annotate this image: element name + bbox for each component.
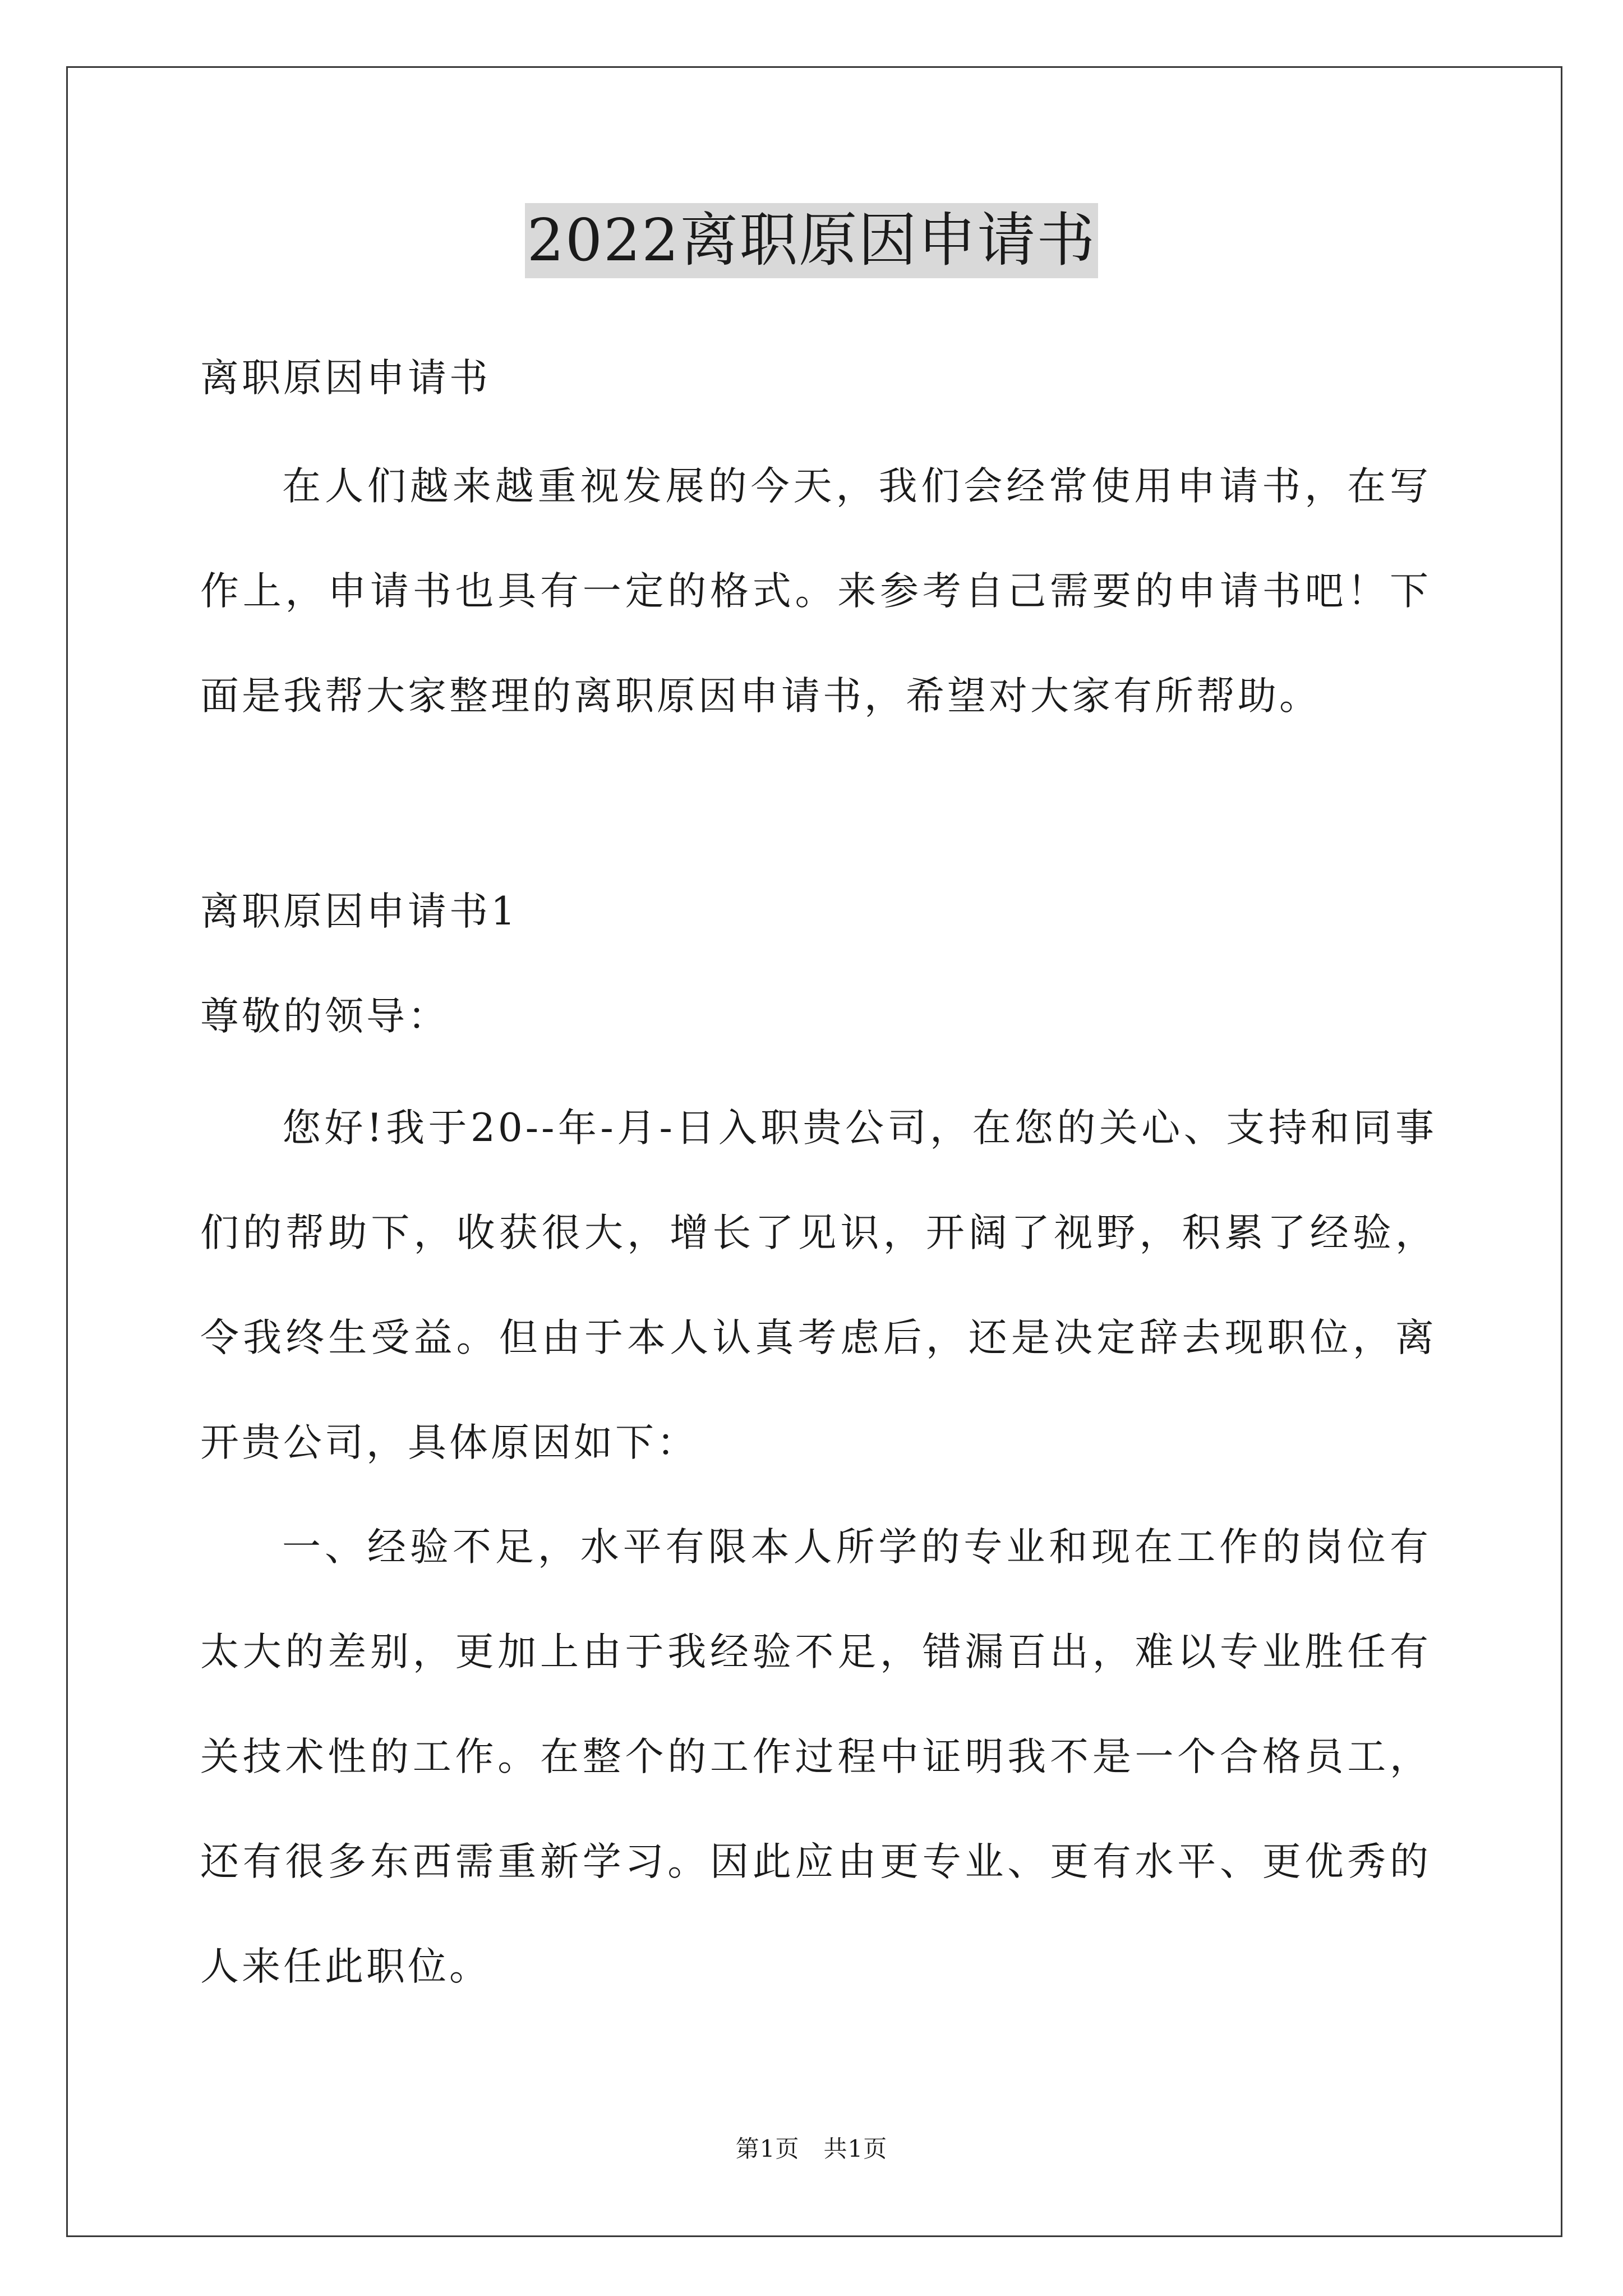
document-title [0,203,1623,278]
body-paragraph-2: 一、经验不足，水平有限本人所学的专业和现在工作的岗位有太大的差别，更加上由于我经验不足，错漏百出，难以专业胜任有关技术性的工作。在整个的工作过程中证明我不是一个合格员工，还有很多东西需重新学习。因此应由更专业、更有水平、更优秀的人来任此职位。 [200,1525,1431,1989]
salutation: 尊敬的领导： [200,994,449,1039]
section-heading: 离职原因申请书1 [200,889,518,934]
document-subtitle: 离职原因申请书 [200,356,491,401]
page-footer: 第1页 共1页 [735,2135,888,2162]
intro-paragraph: 在人们越来越重视发展的今天，我们会经常使用申请书，在写作上，申请书也具有一定的格式。来参考自己需要的申请书吧！下面是我帮大家整理的离职原因申请书，希望对大家有所帮助。 [200,464,1431,719]
body-paragraph-1: 您好!我于20--年-月-日入职贵公司，在您的关心、支持和同事们的帮助下，收获很大，增长了见识，开阔了视野，积累了经验，令我终生受益。但由于本人认真考虑后，还是决定辞去现职位，离开贵公司，具体原因如下： [200,1106,1437,1465]
document-title-text: 2022离职原因申请书 [525,203,1099,278]
